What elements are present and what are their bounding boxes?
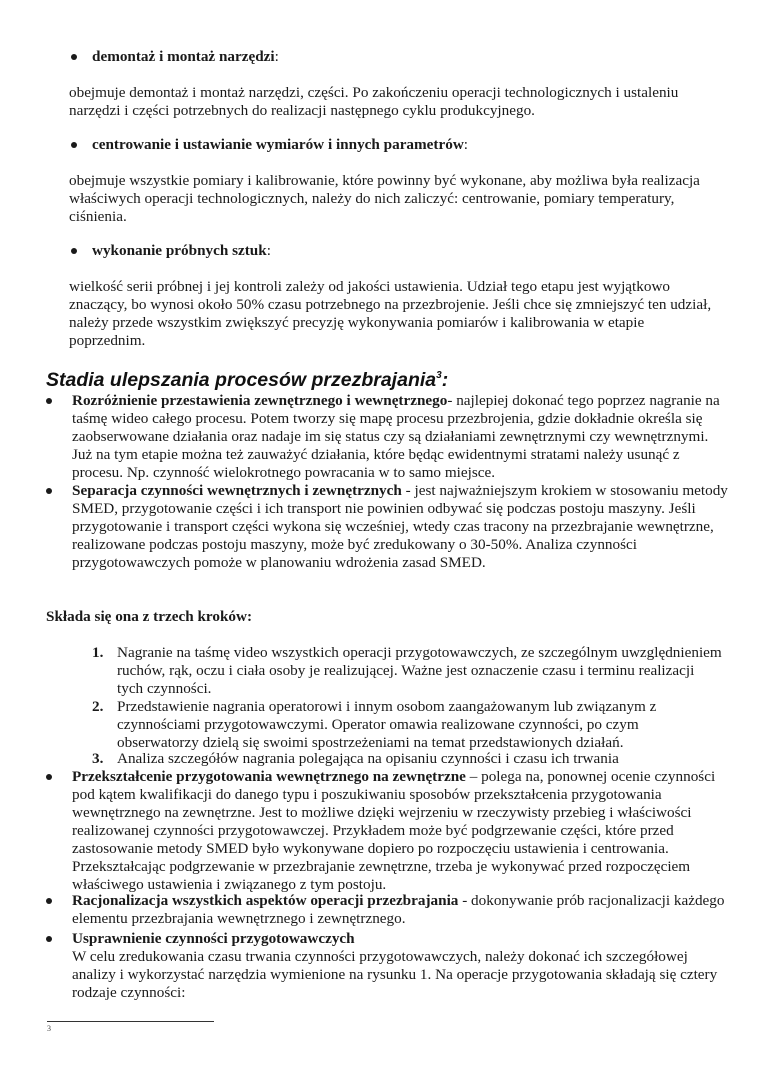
bullet-icon: [46, 898, 52, 904]
list-item: [72, 482, 732, 572]
list-item-title: Usprawnienie czynności przygotowawczych: [72, 930, 355, 947]
list-heading-suffix: :: [274, 48, 279, 65]
step-text: Przedstawienie nagrania operatorowi i innym osobom zaangażowanym lub związanym z czynnościami przygotowawczymi. Operator omawia realizowane czynności, po czym obserwatorzy dzielą się swoimi spostrzeżeniami na temat przedstawionych działań.: [117, 698, 657, 751]
list-item-title: Racjonalizacja wszystkich aspektów operacji przezbrajania: [72, 892, 459, 909]
list-heading-suffix: :: [463, 136, 469, 153]
bullet-icon: [46, 488, 52, 494]
list-heading-text: centrowanie i ustawianie wymiarów i innych parametrów: [92, 136, 464, 153]
footnote-reference[interactable]: 3: [436, 370, 442, 381]
list-item-title: Przekształcenie przygotowania wewnętrznego na zewnętrzne: [72, 768, 466, 785]
list-item-title: Separacja czynności wewnętrznych i zewnętrznych: [72, 482, 402, 499]
paragraph: obejmuje wszystkie pomiary i kalibrowanie, które powinny być wykonane, aby możliwa była realizacja właściwych operacji technologicznych, należy do nich zaliczyć: centrowanie, pomiary temperatury, ciśnienia.: [69, 172, 700, 225]
list-heading-text: wykonanie próbnych sztuk: [92, 242, 267, 259]
section-heading: [46, 364, 448, 392]
bullet-icon: [71, 248, 77, 254]
list-item-text: W celu zredukowania czasu trwania czynności przygotowawczych, należy dokonać ich szczegółowej analizy i wykorzystać narzędzia wymienione na rysunku 1. Na operacje przygotowania składają się cztery rodzaje czynności:: [72, 948, 718, 1001]
list-item-text: - najlepiej dokonać tego poprzez nagranie na taśmę wideo całego procesu. Potem tworzy się mapę procesu przezbrojenia, gdzie dokładnie określa się zaobserwowane działania oraz nadaje im się status czy są działaniami zewnętrznymi czy wewnętrznymi. Już na tym etapie można też zauważyć działania, które będąc ewidentnymi stratami należy usunąć z procesu. Np. czynność wielokrotnego powracania w to samo miejsce.: [72, 392, 720, 481]
bullet-icon: [46, 398, 52, 404]
steps-heading: Składa się ona z trzech kroków:: [46, 608, 253, 625]
step-text: Nagranie na taśmę video wszystkich operacji przygotowawczych, ze szczególnym uwzględnieniem ruchów, rąk, oczu i ciała osoby je realizującej. Ważne jest oznaczenie czasu i terminu realizacji tych czynności.: [117, 644, 722, 697]
bullet-icon: [71, 142, 77, 148]
paragraph: obejmuje demontaż i montaż narzędzi, części. Po zakończeniu operacji technologicznych i ustaleniu narzędzi i części potrzebnych do realizacji następnego cyklu produkcyjnego.: [69, 84, 679, 119]
list-item-title: Rozróżnienie przestawienia zewnętrznego i wewnętrznego: [72, 392, 448, 409]
list-item-text: - jest najważniejszym krokiem w stosowaniu metody SMED, przygotowanie części i ich transport nie powinien odbywać się podczas postoju maszyny. Jeśli przygotowanie i transport części wykona się wcześniej, wtedy czas tracony na przezbrajanie wewnętrzne, realizowane podczas postoju maszyny, może być zredukowany o 30-50%. Analiza czynności przygotowawczych pomoże w planowaniu wdrożenia zasad SMED.: [72, 482, 728, 571]
list-heading: [92, 136, 468, 154]
list-item: [72, 392, 732, 482]
step-number: 2.: [92, 698, 104, 715]
bullet-icon: [46, 936, 52, 942]
step-text: Analiza szczegółów nagrania polegająca na opisaniu czynności i czasu ich trwania: [117, 750, 619, 767]
footnote-separator: [47, 1021, 214, 1022]
list-heading-suffix: :: [266, 242, 271, 259]
list-heading-text: demontaż i montaż narzędzi: [92, 48, 275, 65]
paragraph: wielkość serii próbnej i jej kontroli zależy od jakości ustawienia. Udział tego etapu jest wyjątkowo znaczący, bo wynosi około 50% czasu potrzebnego na przezbrojenie. Jeśli chce się zmniejszyć ten udział, należy przede wszystkim zwiększyć precyzję wykonywania pomiarów i kalibrowania w etapie poprzednim.: [69, 278, 712, 349]
step-number: 1.: [92, 644, 104, 661]
list-item: [72, 892, 732, 928]
footnote-number: 3: [47, 1024, 51, 1033]
bullet-icon: [71, 54, 77, 60]
list-heading: [92, 242, 271, 260]
list-item-text: – polega na, ponownej ocenie czynności pod kątem kwalifikacji do danego typu i poszukiwaniu sposobów przekształcenia przygotowania wewnętrznego na zewnętrzne. Jest to możliwe dzięki wejrzeniu w rzeczywisty przebieg i właściwości realizowanej czynności przygotowawczej. Przykładem może być podgrzewanie części, które przed zastosowanie metody SMED było wykonywane dopiero po rozpoczęciu ustawienia i centrowania. Przekształcając podgrzewanie w przezbrajanie zewnętrzne, trzeba je wykonywać przed rozpoczęciem właściwego ustawienia i związanego z tym postoju.: [72, 768, 716, 893]
bullet-icon: [46, 774, 52, 780]
list-item: [72, 768, 732, 894]
section-heading-text: Stadia ulepszania procesów przezbrajania: [46, 369, 437, 391]
list-heading: [92, 48, 279, 66]
step-number: 3.: [92, 750, 104, 767]
list-item: [72, 930, 732, 1002]
section-heading-suffix: :: [441, 369, 449, 391]
list-item-text: - dokonywanie prób racjonalizacji każdego elementu przezbrajania wewnętrznego i zewnętrznego.: [72, 892, 725, 927]
